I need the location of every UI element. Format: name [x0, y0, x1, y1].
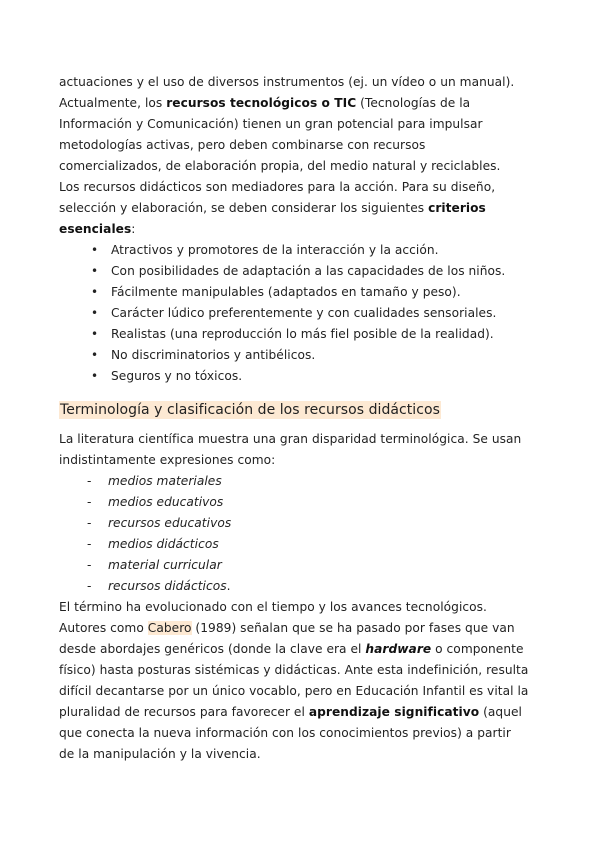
criteria-item: • Fácilmente manipulables (adaptados en tamaño y peso). [111, 282, 529, 303]
evolution-text-e: o componente físico) hasta posturas sistémicas y didácticas. Ante esta indefinición, resulta difícil decantarse por un único vocablo, pero en Educación Infantil es vital la pluralidad de recursos para favorecer el [59, 642, 529, 719]
criteria-colon: : [131, 222, 136, 236]
paragraph-evolution [59, 597, 529, 765]
paragraph-criteria-intro [59, 177, 529, 240]
term-text: medios didácticos [108, 537, 219, 551]
term-item [87, 471, 529, 492]
term-text: material curricular [108, 558, 222, 572]
term-text: recursos educativos [108, 516, 232, 530]
paragraph-tic-text-a: Actualmente, los [59, 96, 167, 110]
criteria-item: • Carácter lúdico preferentemente y con cualidades sensoriales. [111, 303, 529, 324]
term-period: . [226, 579, 231, 593]
paragraph-tic [59, 93, 529, 177]
paragraph-intro: actuaciones y el uso de diversos instrumentos (ej. un vídeo o un manual). [59, 75, 515, 89]
hardware-term-text: hardware [365, 642, 432, 656]
term-item [87, 492, 529, 513]
terms-list [59, 471, 529, 597]
criteria-item: • No discriminatorios y antibélicos. [111, 345, 529, 366]
evolution-text-a: El término ha evolucionado con el tiempo y los avances tecnológicos. Autores como [59, 600, 487, 635]
paragraph-terminology: La literatura científica muestra una gran disparidad terminológica. Se usan indistintamente expresiones como: [59, 432, 522, 467]
criteria-intro-text: Los recursos didácticos son mediadores para la acción. Para su diseño, selección y elaboración, se deben considerar los siguientes [59, 180, 496, 215]
evolution-text-g: (aquel que conecta la nueva información con los conocimientos previos) a partir de la manipulación y la vivencia. [59, 705, 522, 761]
section-heading [59, 400, 529, 420]
term-text: recursos didácticos [108, 579, 227, 593]
criteria-item: • Seguros y no tóxicos. [111, 366, 529, 387]
evolution-text-c: (1989) señalan que se ha pasado por fases que van desde abordajes genéricos (donde la clave era el [59, 621, 515, 656]
term-text: medios educativos [108, 495, 224, 509]
section-heading-text: Terminología y clasificación de los recursos didácticos [60, 402, 440, 418]
term-item [87, 513, 529, 534]
term-item [87, 576, 529, 597]
term-item [87, 534, 529, 555]
term-item [87, 555, 529, 576]
criteria-item: • Con posibilidades de adaptación a las capacidades de los niños. [111, 261, 529, 282]
hardware-term [365, 642, 431, 656]
aprendizaje-term: aprendizaje significativo [308, 705, 480, 719]
paragraph-tic-text-c: (Tecnologías de la Información y Comunicación) tienen un gran potencial para impulsar metodologías activas, pero deben combinarse con recursos comercializados, de elaboración propia, del medio natural y reciclables. [59, 96, 501, 173]
criteria-item: • Atractivos y promotores de la interacción y la acción. [111, 240, 529, 261]
criteria-list [59, 240, 529, 387]
criteria-term: criterios esenciales [59, 201, 486, 236]
author-name: Cabero [147, 621, 192, 635]
term-text: medios materiales [108, 474, 222, 488]
document-page [59, 72, 529, 765]
criteria-item: • Realistas (una reproducción lo más fiel posible de la realidad). [111, 324, 529, 345]
tic-term: recursos tecnológicos o TIC [166, 96, 357, 110]
